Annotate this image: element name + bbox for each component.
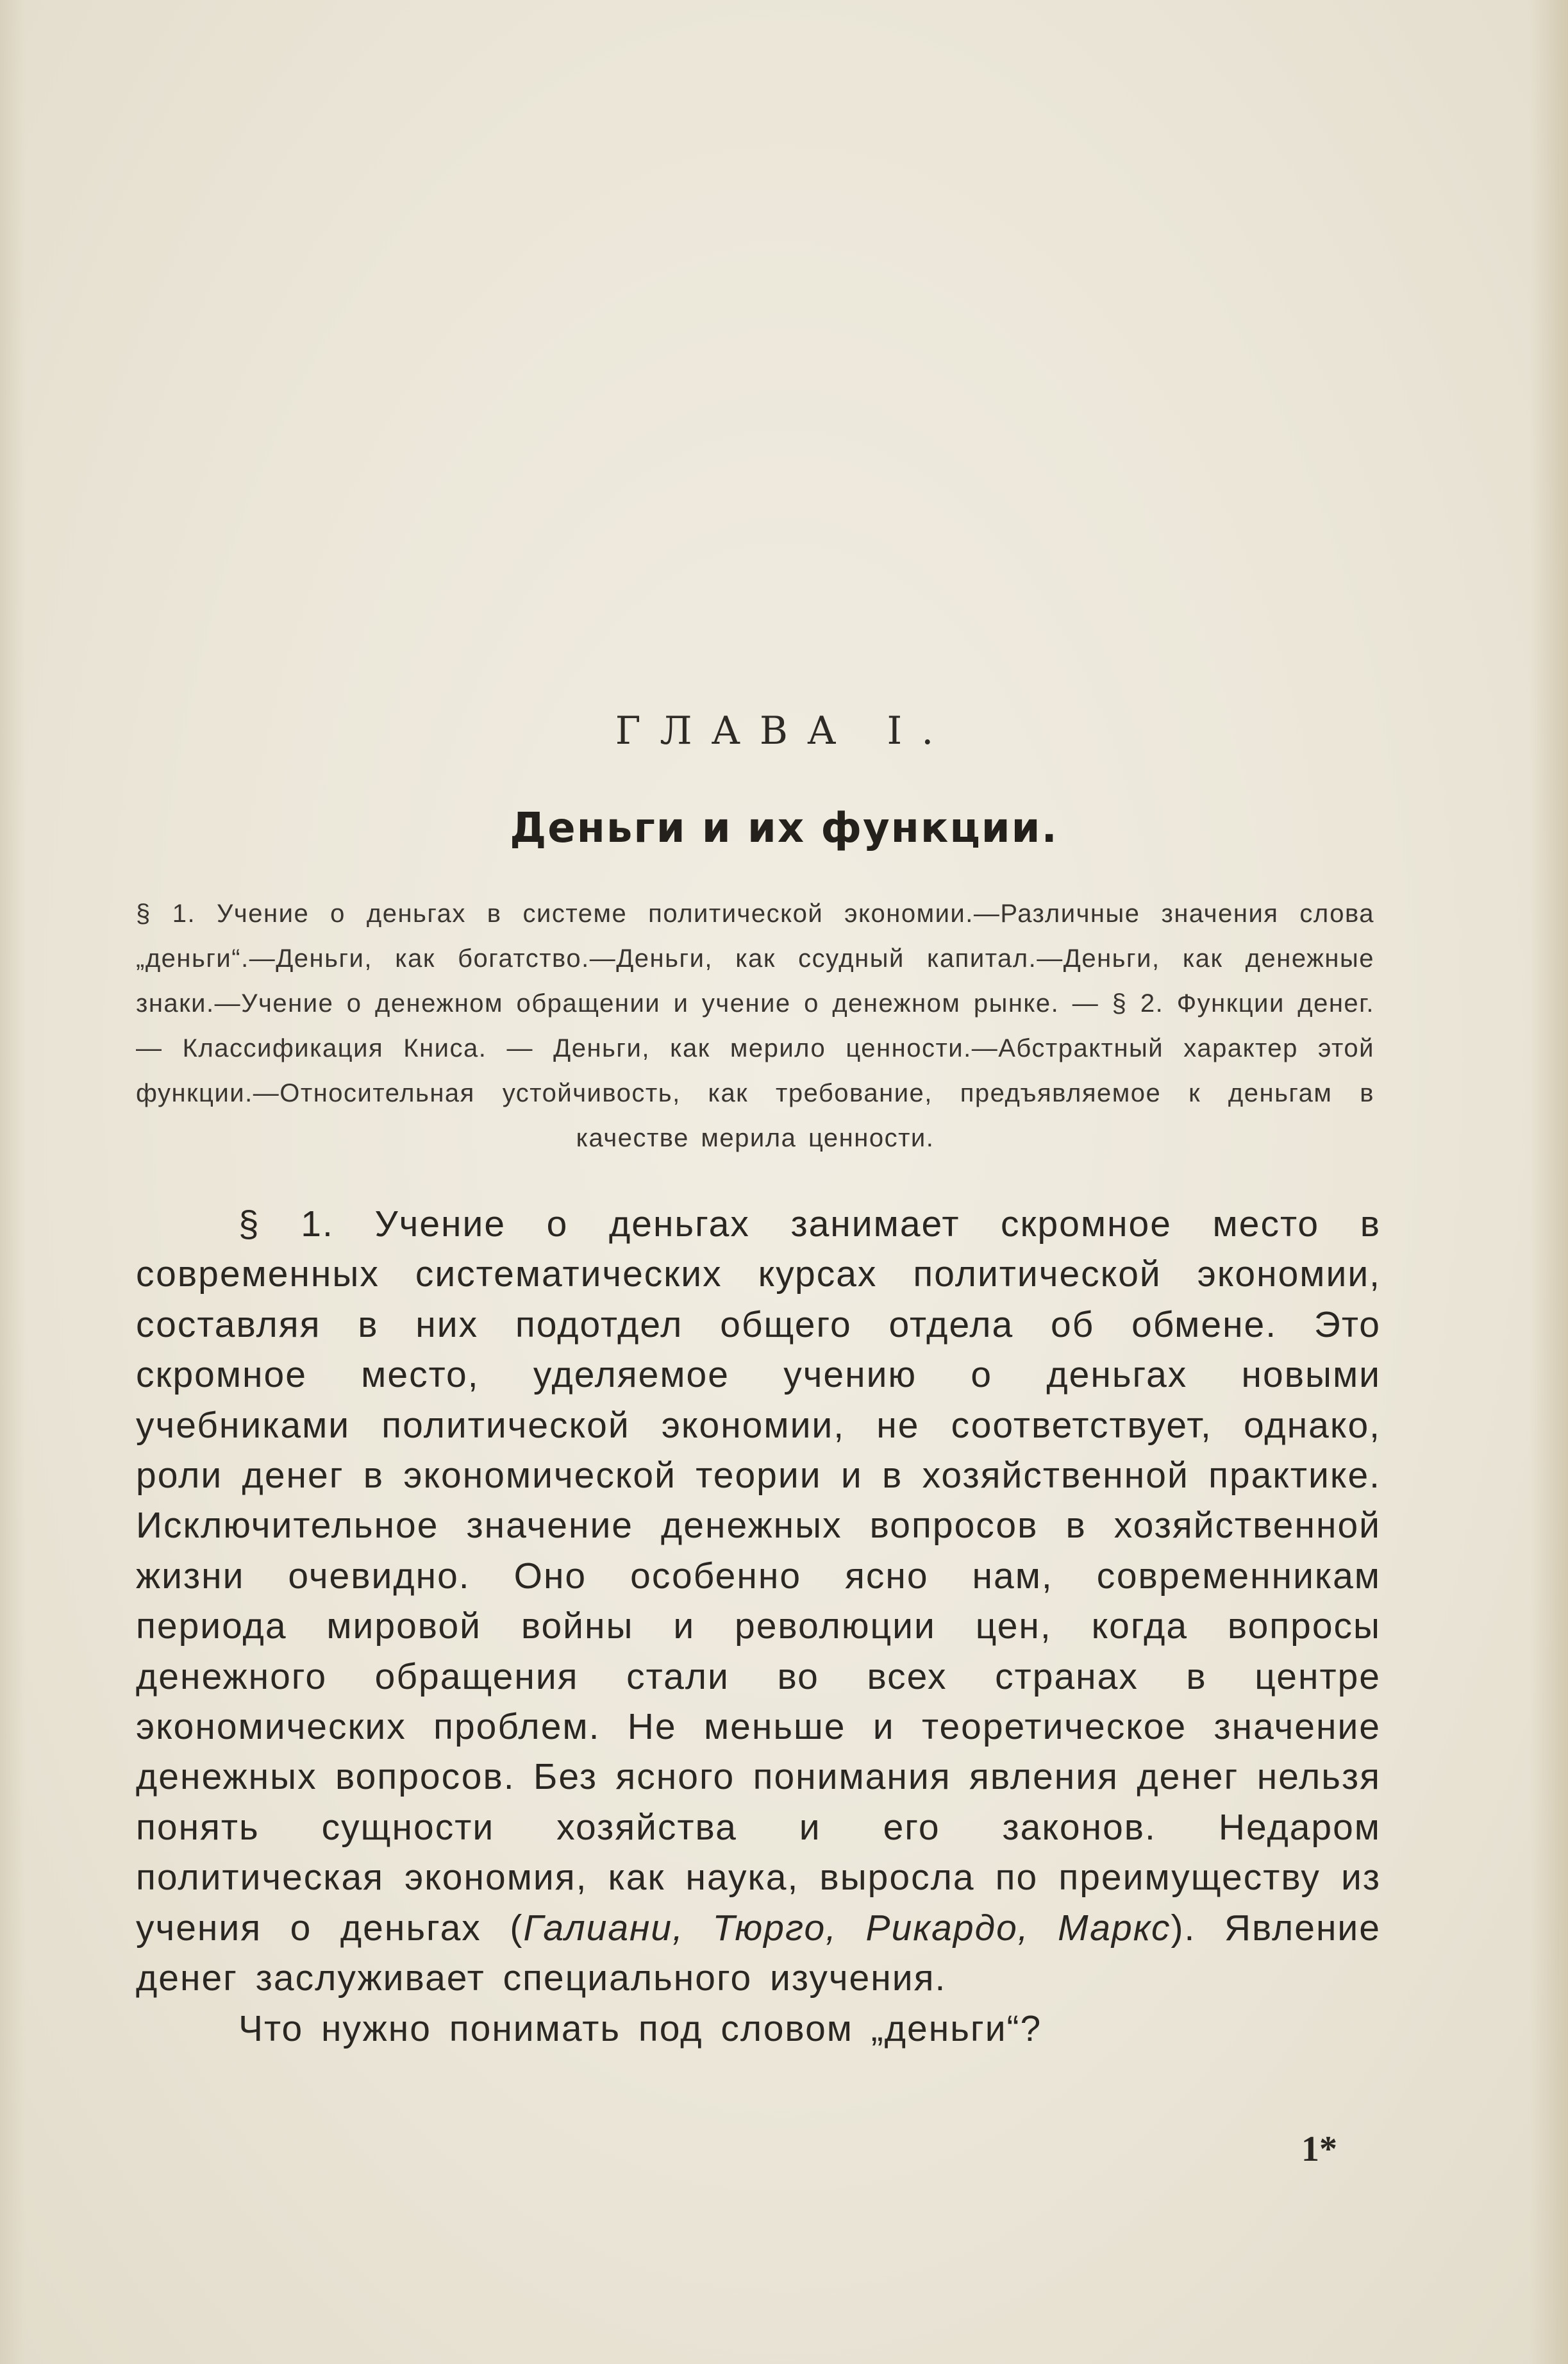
page-shadow-left — [0, 0, 26, 2364]
chapter-synopsis: § 1. Учение о деньгах в системе политической экономии.—Различные значения слова „деньги“.—Деньги, как богатство.—Деньги, как ссудный капитал.—Деньги, как денежные знаки.—Учение о денежном обращении и учение о денежном рынке. — § 2. Функции денег. — Классификация Книса. — Деньги, как мерило ценности.—Абстрактный характер этой функции.—Относительная устойчивость, как требование, предъявляемое к деньгам в качестве мерила ценности. — [136, 900, 1374, 1152]
paragraph-1-text: § 1. Учение о деньгах занимает скромное место в современных систематических курсах политической экономии, составляя в них подотдел общего отдела об обмене. Это скромное место, уделяемое учению о деньгах новыми учебниками политической экономии, не соответствует, однако, роли денег в экономической теории и в хозяйственной практике. Исключительное значение денежных вопросов в хозяйственной жизни очевидно. Оно особенно ясно нам, современникам периода мировой войны и революции цен, когда вопросы денежного обращения стали во всех странах в центре экономических проблем. Не меньше и теоретическое значение денежных вопросов. Без ясного понимания явления денег нельзя понять сущности хозяйства и его законов. Недаром политическая экономия, как наука, выросла по преимуществу из учения о деньгах ( — [136, 1203, 1381, 1949]
chapter-label: ГЛАВА I. — [615, 708, 953, 753]
paragraph-1-italic-names: Галиани, Тюрго, Рикардо, Маркс — [523, 1907, 1171, 1949]
body-paragraph-2: Что нужно понимать под словом „деньги“? — [238, 2008, 1042, 2049]
paragraph-1-text-end: ). Явление денег заслуживает специального изучения. — [136, 1907, 1381, 1999]
chapter-title: Деньги и их функции. — [510, 805, 1058, 852]
chapter-body — [136, 1199, 1381, 2054]
page-number: 1* — [1301, 2129, 1337, 2169]
page-shadow-right — [1530, 0, 1568, 2364]
body-paragraph-1 — [136, 1199, 1381, 2004]
